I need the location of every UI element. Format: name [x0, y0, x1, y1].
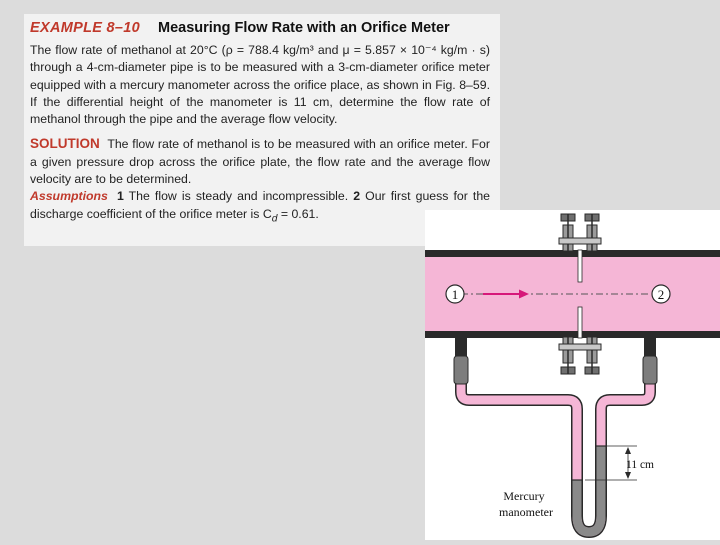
orifice-flange-top [559, 214, 601, 251]
left-tube-coupling [454, 356, 468, 384]
height-label: 11 cm [626, 459, 654, 471]
solution-label: SOLUTION [30, 136, 100, 152]
assumption-text-1: The flow is steady and incompressible. [128, 189, 349, 204]
assumptions-label: Assumptions [30, 189, 108, 204]
right-tube-coupling [643, 356, 657, 384]
assumption-text-3: = 0.61. [277, 206, 319, 221]
station-2-label: 2 [657, 287, 665, 302]
assumption-text-2: Our first guess for the discharge coefficient of the orifice meter is C [30, 189, 491, 221]
orifice-flange-bottom [559, 337, 601, 374]
example-label: EXAMPLE 8–10 [30, 20, 140, 36]
orifice-plate-upper [578, 250, 582, 282]
assumption-number-1: 1 [116, 189, 124, 204]
orifice-meter-diagram [425, 210, 720, 540]
assumption-subscript: d [271, 213, 278, 225]
solution-paragraph [30, 135, 490, 188]
right-tap-fitting [644, 338, 656, 358]
orifice-meter-figure [425, 210, 720, 540]
left-tap-fitting [455, 338, 467, 358]
example-title: Measuring Flow Rate with an Orifice Meter [158, 20, 450, 36]
problem-statement: The flow rate of methanol at 20°C (ρ = 788.4 kg/m³ and μ = 5.857 × 10⁻⁴ kg/m · s) through a 4-cm-diameter pipe is to be measured with a 3-cm-diameter orifice meter equipped with a mercury manometer across the orifice place, as shown in Fig. 8–59. If the differential height of the manometer is 11 cm, determine the flow rate of methanol through the pipe and the average flow velocity. [30, 43, 490, 127]
assumption-number-2: 2 [353, 189, 361, 204]
mercury-label-line2: manometer [499, 505, 553, 519]
station-1-label: 1 [451, 287, 459, 302]
orifice-plate-lower [578, 307, 582, 338]
assumptions-paragraph [30, 188, 490, 227]
example-header [30, 20, 490, 36]
solution-text: The flow rate of methanol is to be measured with an orifice meter. For a given pressure drop across the orifice plate, the flow rate and the average flow velocity are to be determined. [30, 137, 490, 187]
mercury-label-line1: Mercury [503, 489, 545, 503]
